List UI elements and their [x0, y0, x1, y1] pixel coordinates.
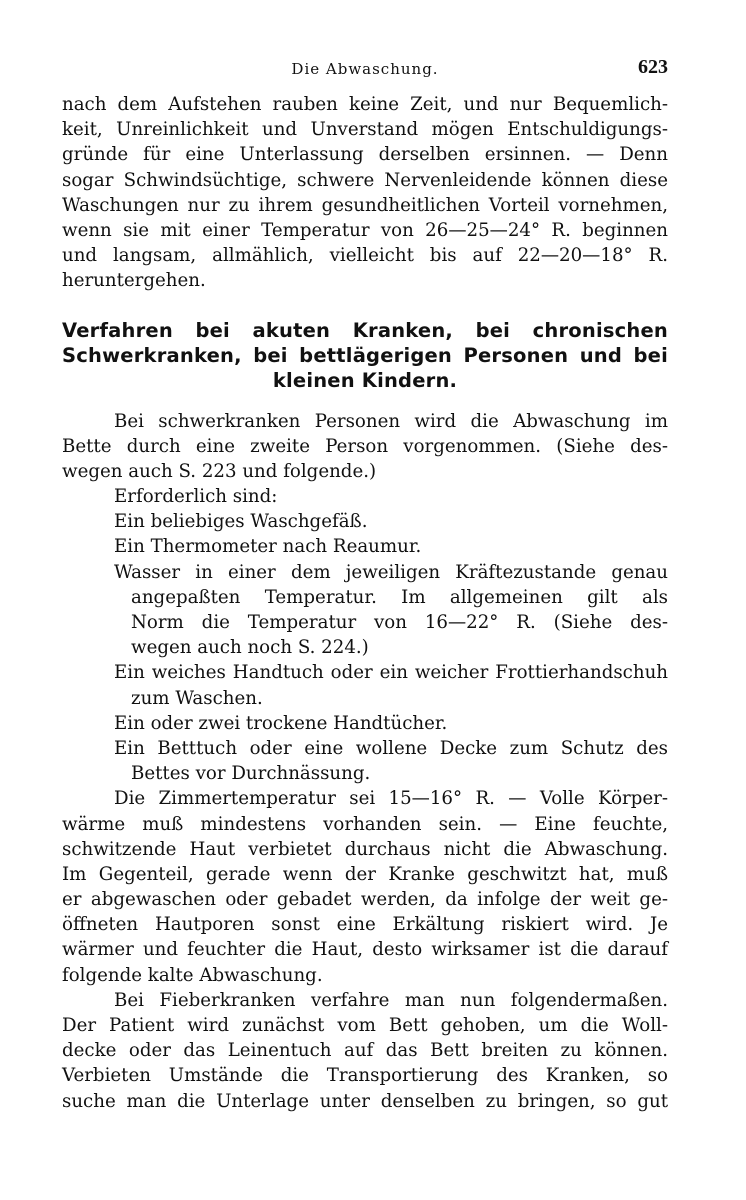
text-line: öffneten Hautporen sonst eine Erkältung riskiert wird. Je	[62, 914, 668, 936]
text-line: und langsam, allmählich, vielleicht bis auf 22—20—18° R.	[62, 245, 668, 267]
list-item	[62, 534, 668, 559]
text-line: Ein oder zwei trockene Handtücher.	[114, 712, 448, 734]
heading-line: Schwerkranken, bei bettlägerigen Personen und bei	[62, 343, 668, 367]
text-line: nach dem Aufstehen rauben keine Zeit, und nur Bequemlich-	[62, 94, 668, 115]
text-line: heruntergehen.	[62, 270, 206, 292]
text-line: wegen auch S. 223 und folgende.)	[62, 460, 377, 482]
text-line: Norm die Temperatur von 16—22° R. (Siehe des-	[131, 612, 668, 633]
text-line: decke oder das Leinentuch auf das Bett breiten zu können.	[62, 1040, 668, 1062]
text-line: Waschungen nur zu ihrem gesundheitlichen Vorteil vornehmen,	[62, 194, 668, 216]
text-line: Die Zimmertemperatur sei 15—16° R. — Volle Körper-	[114, 788, 668, 810]
running-head	[62, 52, 668, 92]
list-item	[62, 711, 668, 736]
text-line: wenn sie mit einer Temperatur von 26—25—24° R. beginnen	[62, 219, 668, 241]
text-line: angepaßten Temperatur. Im allgemeinen gilt als	[131, 586, 668, 608]
list-item	[62, 560, 668, 661]
text-line: keit, Unreinlichkeit und Unverstand mögen Entschuldigungs-	[62, 119, 668, 141]
running-title: Die Abwaschung.	[291, 60, 439, 78]
text-line: Im Gegenteil, gerade wenn der Kranke geschwitzt hat, muß	[62, 863, 668, 885]
text-line: wärmer und feuchter die Haut, desto wirksamer ist die darauf	[62, 939, 668, 961]
paragraph-fieberkranke	[62, 988, 668, 1114]
section-heading	[62, 318, 668, 393]
text-line: sogar Schwindsüchtige, schwere Nervenleidende können diese	[62, 169, 668, 191]
text-line: Ein beliebiges Waschgefäß.	[114, 511, 368, 533]
paragraph-zimmertemperatur	[62, 786, 668, 988]
intro-paragraph	[62, 92, 668, 294]
text-line: folgende kalte Abwaschung.	[62, 964, 323, 986]
list-item	[62, 736, 668, 786]
text-line: Bettes vor Durchnässung.	[131, 763, 371, 785]
text-line: wegen auch noch S. 224.)	[131, 637, 369, 659]
text-line: Ein weiches Handtuch oder ein weicher Frottierhandschuh	[114, 662, 668, 684]
heading-line: kleinen Kindern.	[272, 368, 458, 392]
text-line: Der Patient wird zunächst vom Bett gehoben, um die Woll-	[62, 1015, 668, 1036]
text-line: Ein Betttuch oder eine wollene Decke zum Schutz des	[114, 737, 668, 759]
text-line: suche man die Unterlage unter denselben zu bringen, so gut	[62, 1090, 668, 1112]
paragraph-schwerkranke	[62, 409, 668, 485]
list-item	[62, 660, 668, 710]
text-line: Bette durch eine zweite Person vorgenommen. (Siehe des-	[62, 435, 668, 457]
text-line: Bei schwerkranken Personen wird die Abwaschung im	[114, 410, 668, 432]
text-line: gründe für eine Unterlassung derselben ersinnen. — Denn	[62, 144, 668, 166]
text-line: schwitzende Haut verbietet durchaus nicht die Abwaschung.	[62, 838, 668, 860]
text-line: Ein Thermometer nach Reaumur.	[114, 536, 422, 558]
page-number: 623	[638, 56, 668, 78]
text-line: zum Waschen.	[131, 687, 263, 709]
required-list-intro: Erforderlich sind:	[114, 486, 278, 508]
text-line: Wasser in einer dem jeweiligen Kräftezustande genau	[114, 561, 668, 583]
text-line: er abgewaschen oder gebadet werden, da infolge der weit ge-	[62, 889, 668, 911]
required-list	[62, 509, 668, 786]
book-page	[62, 52, 668, 1114]
text-line: Verbieten Umstände die Transportierung des Kranken, so	[62, 1065, 668, 1087]
heading-line: Verfahren bei akuten Kranken, bei chronischen	[62, 318, 668, 342]
list-item	[62, 509, 668, 534]
text-line: Bei Fieberkranken verfahre man nun folgendermaßen.	[114, 989, 668, 1011]
text-line: wärme muß mindestens vorhanden sein. — Eine feuchte,	[62, 813, 668, 835]
